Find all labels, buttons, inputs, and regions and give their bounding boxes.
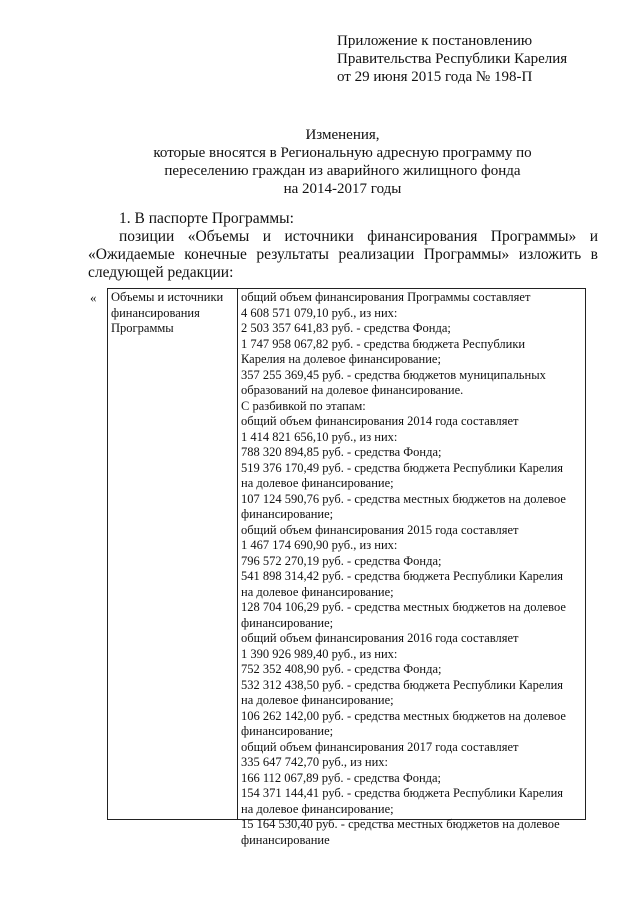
table-right-line: 166 112 067,89 руб. - средства Фонда; <box>241 770 442 785</box>
table-right-cell <box>238 289 585 847</box>
table-right-line: образований на долевое финансирование. <box>241 383 464 397</box>
table-right-line: 1 414 821 656,10 руб., из них: <box>241 429 398 444</box>
appendix-line: Приложение к постановлению <box>337 33 533 49</box>
title-line: переселению граждан из аварийного жилищного фонда <box>164 163 521 179</box>
table-right-line: 541 898 314,42 руб. - средства бюджета Республики Карелия <box>241 569 564 583</box>
table-right-line: на долевое финансирование; <box>241 584 394 599</box>
table-right-line: 4 608 571 079,10 руб., из них: <box>241 305 398 320</box>
table-right-line: общий объем финансирования 2015 года составляет <box>241 522 519 537</box>
table-right-line: С разбивкой по этапам: <box>241 398 366 413</box>
table-right-line: на долевое финансирование; <box>241 801 394 816</box>
table-right-line: 128 704 106,29 руб. - средства местных бюджетов на долевое <box>241 600 566 614</box>
table-right-line: на долевое финансирование; <box>241 693 394 707</box>
table-right-line: 532 312 438,50 руб. - средства бюджета Республики Карелия <box>241 677 564 692</box>
table-right-line: 15 164 530,40 руб. - средства местных бюджетов на долевое <box>241 817 560 831</box>
table-left-line: Программы <box>111 321 174 335</box>
table-right-line: финансирование; <box>241 507 334 521</box>
table-right-line: 752 352 408,90 руб. - средства Фонда; <box>241 662 442 676</box>
table-right-line: общий объем финансирования 2017 года составляет <box>241 739 519 754</box>
table-right-line: 1 467 174 690,90 руб., из них: <box>241 538 398 552</box>
table-right-line: 1 747 958 067,82 руб. - средства бюджета Республики <box>241 336 526 351</box>
table-right-line: общий объем финансирования 2016 года составляет <box>241 631 519 645</box>
table-right-line: 357 255 369,45 руб. - средства бюджетов муниципальных <box>241 367 546 382</box>
section-1 <box>88 210 598 282</box>
table-right-line: общий объем финансирования 2014 года составляет <box>241 414 519 428</box>
appendix-line: Правительства Республики Карелия <box>337 51 568 67</box>
open-quote: « <box>90 290 97 305</box>
table-right-line: общий объем финансирования Программы составляет <box>241 290 531 304</box>
table-left-line: финансирования <box>111 305 200 320</box>
table-right-line: 106 262 142,00 руб. - средства местных бюджетов на долевое <box>241 708 566 723</box>
section-body: позиции «Объемы и источники финансирования Программы» и «Ожидаемые конечные результаты реализации Программы» изложить в следующей редакции: <box>88 228 598 281</box>
table-right-line: 519 376 170,49 руб. - средства бюджета Республики Карелия <box>241 460 564 475</box>
table-right-line: 335 647 742,70 руб., из них: <box>241 755 389 769</box>
table-right-line: финансирование <box>241 832 330 847</box>
table-left-cell <box>108 289 238 819</box>
table-right-line: 788 320 894,85 руб. - средства Фонда; <box>241 445 442 459</box>
table-left-line: Объемы и источники <box>111 290 224 304</box>
appendix-header <box>337 32 567 86</box>
passport-table <box>107 288 586 847</box>
appendix-line: от 29 июня 2015 года № 198-П <box>337 69 533 85</box>
table-right-line: 154 371 144,41 руб. - средства бюджета Республики Карелия <box>241 786 564 800</box>
document-title <box>90 126 595 198</box>
section-heading: 1. В паспорте Программы: <box>119 210 294 227</box>
title-line: на 2014-2017 годы <box>283 181 402 197</box>
table-right-line: 107 124 590,76 руб. - средства местных бюджетов на долевое <box>241 491 566 506</box>
table-right-line: 1 390 926 989,40 руб., из них: <box>241 646 398 661</box>
table-right-line: 796 572 270,19 руб. - средства Фонда; <box>241 553 442 568</box>
table-right-line: финансирование; <box>241 615 334 630</box>
title-line: Изменения, <box>305 127 380 143</box>
table-right-line: финансирование; <box>241 724 334 738</box>
table-right-line: 2 503 357 641,83 руб. - средства Фонда; <box>241 321 451 335</box>
table-right-line: Карелия на долевое финансирование; <box>241 352 441 366</box>
title-line: которые вносятся в Региональную адресную программу по <box>153 145 532 161</box>
table-right-line: на долевое финансирование; <box>241 476 394 490</box>
